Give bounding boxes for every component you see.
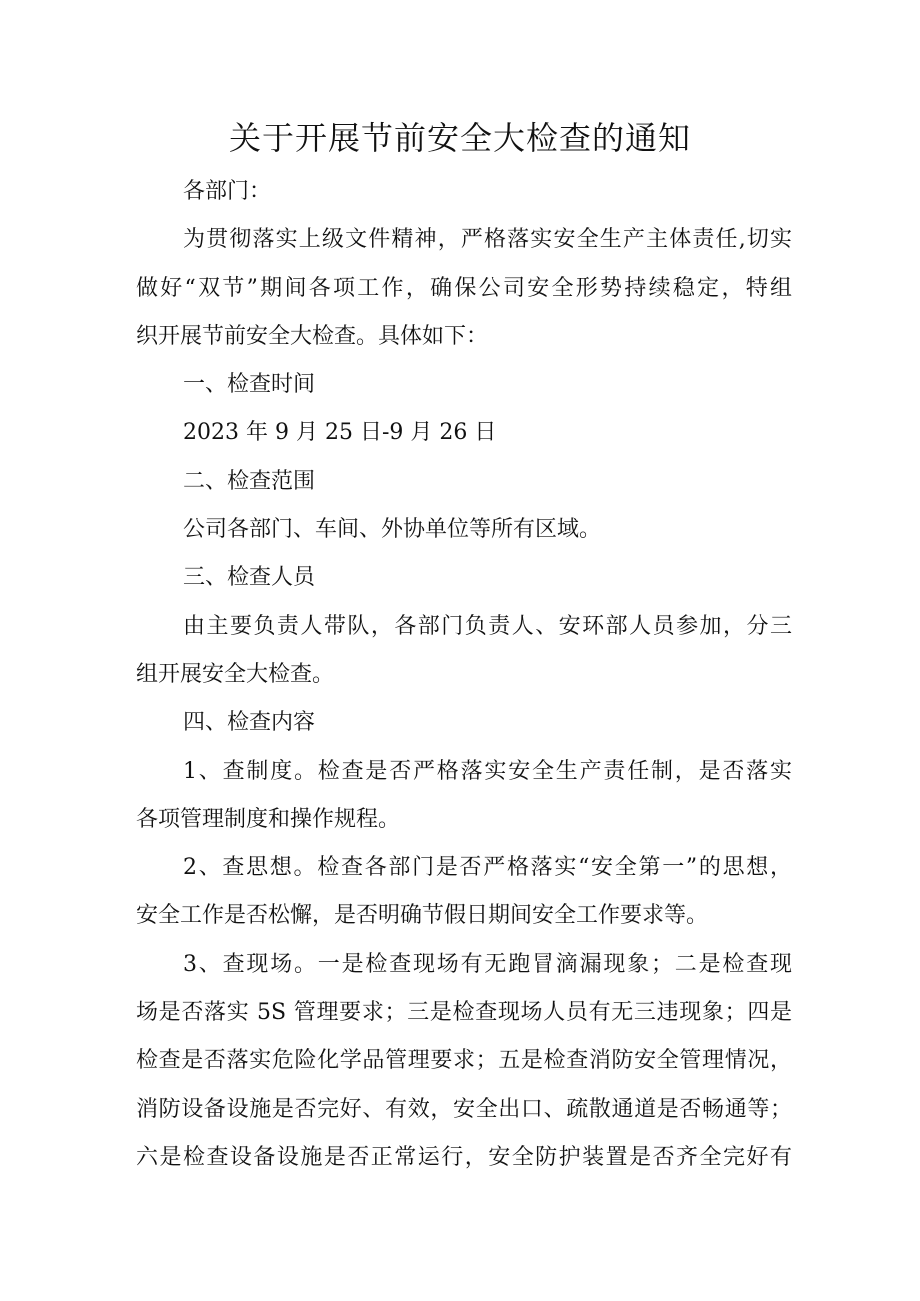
salutation: 各部门： [183, 179, 272, 204]
section-heading-personnel: 三、检查人员 [183, 565, 316, 591]
document-body [136, 168, 792, 1182]
item-thinking: 安全工作是否松懈，是否明确节假日期间安全工作要求等。 [136, 903, 709, 929]
item-site: 场是否落实 5S 管理要求；三是检查现场人员有无三违现象；四是 [136, 1000, 792, 1026]
item-system: 各项管理制度和操作规程。 [136, 806, 401, 832]
section-heading-content: 四、检查内容 [183, 710, 316, 736]
item-site: 3、查现场。一是检查现场有无跑冒滴漏现象；二是检查现 [183, 951, 792, 977]
item-site: 检查是否落实危险化学品管理要求；五是检查消防安全管理情况， [136, 1048, 792, 1074]
intro-line: 为贯彻落实上级文件精神，严格落实安全生产主体责任,切实 [183, 227, 792, 253]
intro-line: 做好“双节”期间各项工作，确保公司安全形势持续稳定，特组 [136, 275, 792, 301]
item-site: 消防设备设施是否完好、有效，安全出口、疏散通道是否畅通等； [136, 1096, 792, 1122]
item-system: 1、查制度。检查是否严格落实安全生产责任制，是否落实 [183, 758, 792, 784]
intro-line: 织开展节前安全大检查。具体如下： [136, 323, 489, 349]
section-heading-time: 一、检查时间 [183, 372, 316, 398]
section-content-time: 2023 年 9 月 25 日-9 月 26 日 [183, 420, 497, 446]
item-site: 六是检查设备设施是否正常运行，安全防护装置是否齐全完好有 [136, 1144, 792, 1170]
section-content-personnel: 组开展安全大检查。 [136, 661, 335, 687]
section-content-personnel: 由主要负责人带队，各部门负责人、安环部人员参加，分三 [183, 613, 792, 639]
document-title: 关于开展节前安全大检查的通知 [228, 119, 691, 157]
section-content-scope: 公司各部门、车间、外协单位等所有区域。 [183, 517, 602, 543]
item-thinking: 2、查思想。检查各部门是否严格落实“安全第一”的思想， [183, 855, 792, 881]
section-heading-scope: 二、检查范围 [183, 468, 316, 494]
